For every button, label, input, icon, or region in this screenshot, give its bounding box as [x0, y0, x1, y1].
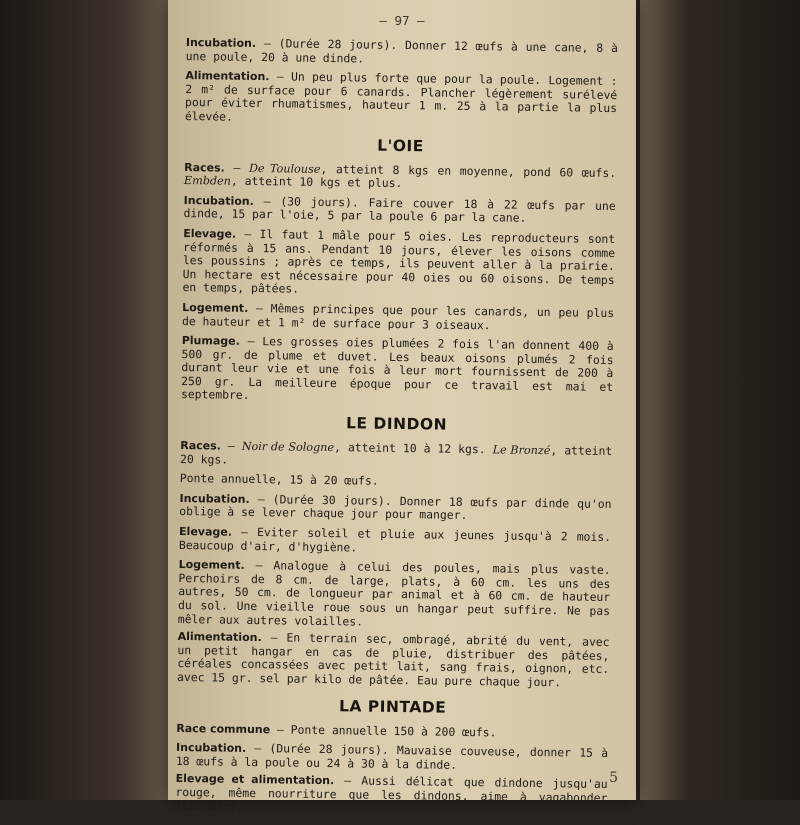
breed-name: Embden — [183, 174, 232, 188]
paragraph-lead: Race commune — [176, 721, 271, 736]
paragraph-text: — (Durée 30 jours). Donner 18 œufs par dinde qu'on oblige à se lever chaque jour pour manger. — [179, 491, 612, 523]
paragraph-text: , atteint 10 kgs et plus. — [230, 173, 403, 191]
breed-name: Noir de Sologne — [241, 439, 335, 455]
pintade-race — [176, 721, 608, 741]
paragraph-lead: Incubation. — [175, 741, 247, 756]
paragraph-text: — Mêmes principes que pour les canards, un peu plus de hauteur et 1 m² de surface pour 3 oiseaux. — [181, 300, 615, 332]
paragraph-lead: Incubation. — [185, 36, 257, 50]
intro-incubation — [186, 36, 618, 69]
section-title-oie: L'OIE — [377, 136, 424, 155]
paragraph-lead: Alimentation. — [177, 630, 262, 645]
dindon-incubation — [179, 492, 611, 525]
breed-name: De Toulouse — [248, 161, 321, 176]
oie-logement — [182, 301, 614, 334]
paragraph-text: — (30 jours). Faire couver 18 à 22 œufs par une dinde, 15 par l'oie, 5 par la poule 6 par la cane. — [183, 193, 616, 226]
paragraph-lead: Races. — [184, 160, 225, 175]
page-content — [175, 36, 618, 825]
section-title-dindon: LE DINDON — [345, 414, 448, 434]
oie-elevage — [182, 227, 615, 301]
paragraph-text: — Eviter soleil et pluie aux jeunes jusqu'à 2 mois. Beaucoup d'air, d'hygiène. — [178, 524, 612, 555]
oie-plumage — [181, 334, 614, 408]
paragraph-text: — En terrain sec, ombragé, abrité du vent, avec un petit hangar en cas de pluie, distribuer des pâtées, céréales concassées avec petit lait, sang frais, oignon, etc. avec 15 gr. sel par kilo de pâtée. Eau pure chaque jour. — [176, 630, 610, 690]
dindon-elevage — [179, 525, 611, 558]
dindon-alimentation — [177, 630, 610, 690]
pintade-elevage — [175, 772, 608, 819]
paragraph-lead: Elevage. — [183, 226, 237, 241]
paragraph-lead: Logement. — [182, 300, 249, 315]
paragraph-text: — — [224, 160, 250, 175]
signature-mark: 5 — [609, 770, 618, 786]
book-page — [168, 0, 636, 814]
paragraph-text: — Un peu plus forte que pour la poule. Logement : 2 m² de surface pour 6 canards. Plancher légèrement surélevé pour éviter rhumatismes, hauteur 1 m. 25 à la partie la plus élevée. — [184, 69, 618, 124]
section-title-pintade: LA PINTADE — [338, 696, 447, 717]
paragraph-text: , atteint 10 à 12 kgs. — [333, 440, 493, 457]
paragraph-lead: Logement. — [178, 558, 245, 573]
paragraph-lead: Elevage. — [178, 524, 233, 539]
breed-name: Le Bronzé — [492, 443, 551, 458]
paragraph-lead: Races. — [180, 439, 221, 453]
intro-alimentation — [185, 69, 618, 129]
paragraph-lead: Incubation. — [183, 193, 254, 208]
dindon-logement — [178, 558, 611, 632]
paragraph-text: — Analogue à celui des poules, mais plus vaste. Perchoirs de 8 cm. de large, plats, à 60 cm. les uns des autres, 50 cm. de longueur par animal et à 60 cm. de hauteur du sol. Une vieille roue sous un hangar peut suffire. Ne pas mêler aux autres volailles. — [177, 558, 611, 629]
paragraph-text: , atteint 8 kgs en moyenne, pond 60 œufs. — [320, 161, 617, 180]
paragraph-text: , atteint 20 kgs. — [180, 443, 613, 467]
paragraph-text: — Ponte annuelle 150 à 200 œufs. — [270, 721, 497, 739]
paragraph-text: — (Durée 28 jours). Donner 12 œufs à une cane, 8 à une poule, 20 à une dinde. — [185, 35, 618, 66]
paragraph-text: — Il faut 1 mâle pour 5 oies. Les reproducteurs sont réformés à 15 ans. Pendant 10 jours, élever les oisons comme les poussins ; après ce temps, ils peuvent aller à la prairie. Un hectare est nécessaire pour 40 oies ou 60 oisons. De temps en temps, pâtées. — [182, 226, 616, 296]
oie-races — [184, 161, 616, 194]
background-right — [640, 0, 800, 800]
paragraph-lead: Incubation. — [179, 491, 250, 506]
paragraph-lead: Elevage et alimentation. — [175, 772, 335, 788]
paragraph-text: — Aussi délicat que dindone jusqu'au rouge, même nourriture que les dindons, aime à vagabonder librement, — [175, 773, 608, 814]
oie-incubation — [183, 194, 615, 227]
background-left — [0, 0, 170, 800]
page-number: — 97 — — [379, 13, 425, 28]
pintade-incubation — [176, 741, 608, 774]
dindon-races — [180, 439, 612, 472]
paragraph-text: — Les grosses oies plumées 2 fois l'an donnent 400 à 500 gr. de plume et duvet. Les beaux oisons plumés 2 fois durant leur vie et une fois à leur mort fournissent de 200 à 250 gr. La meilleure époque pour ce travail est mai et septembre. — [180, 333, 614, 403]
dindon-ponte: Ponte annuelle, 15 à 20 œufs. — [179, 471, 379, 488]
paragraph-text: — — [220, 438, 242, 453]
paragraph-lead: Alimentation. — [185, 69, 270, 84]
paragraph-text: — (Durée 28 jours). Mauvaise couveuse, donner 15 à 18 œufs à la poule ou 24 à 30 à la dinde. — [175, 741, 609, 772]
paragraph-lead: Plumage. — [181, 334, 240, 348]
